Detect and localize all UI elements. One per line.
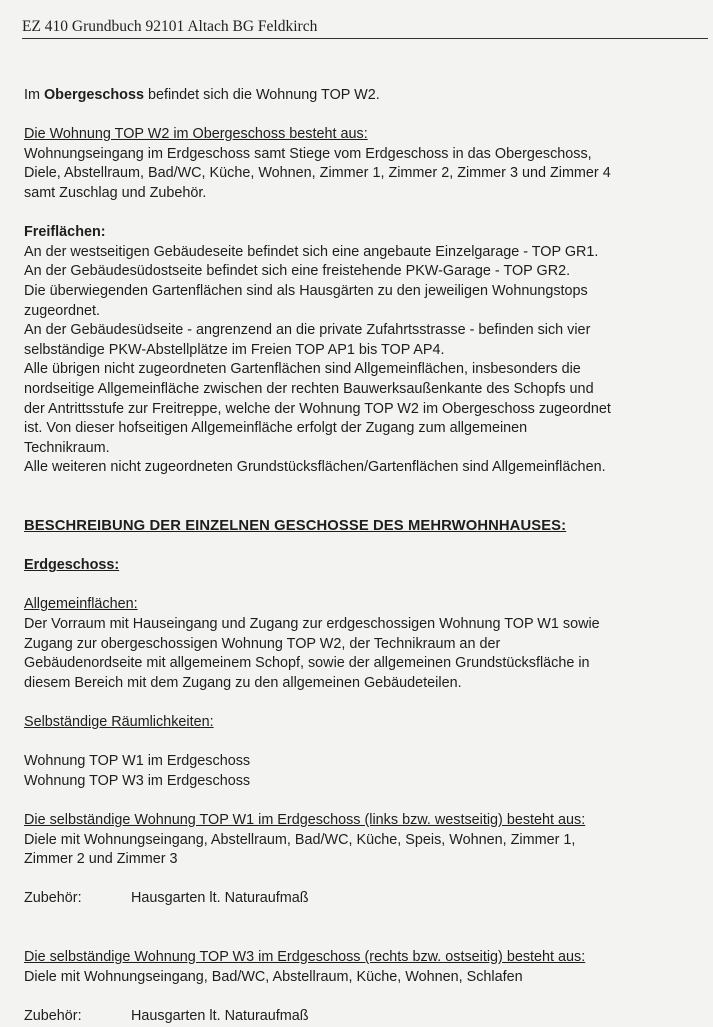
w1-accessory-label: Zubehör:: [24, 890, 82, 907]
freiflaechen-line: Alle weiteren nicht zugeordneten Grundstücksflächen/Gartenflächen sind Allgemeinflächen.: [24, 459, 606, 476]
header-title: EZ 410 Grundbuch 92101 Altach BG Feldkirch: [22, 18, 318, 35]
w3-accessory-label: Zubehör:: [24, 1007, 82, 1024]
allgemein-line: Der Vorraum mit Hauseingang und Zugang zur erdgeschossigen Wohnung TOP W1 sowie: [24, 616, 600, 633]
w3-accessory-value: Hausgarten lt. Naturaufmaß: [131, 1007, 309, 1024]
freiflaechen-line: der Antrittsstufe zur Freitreppe, welche der Wohnung TOP W2 im Obergeschoss zugeordnet: [24, 400, 611, 417]
freiflaechen-line: Alle übrigen nicht zugeordneten Gartenflächen sind Allgemeinflächen, insbesonders die: [24, 361, 581, 378]
allgemein-line: Gebäudenordseite mit allgemeinem Schopf, sowie der allgemeinen Grundstücksfläche in: [24, 655, 590, 672]
w1-accessory-row: [24, 889, 700, 909]
w3-heading: Die selbständige Wohnung TOP W3 im Erdgeschoss (rechts bzw. ostseitig) besteht aus:: [24, 949, 586, 966]
allgemein-line: Zugang zur obergeschossigen Wohnung TOP W2, der Technikraum an der: [24, 635, 501, 652]
document-body: [24, 86, 700, 1027]
freiflaechen-heading: Freiflächen:: [24, 224, 106, 241]
w2-line: Diele, Abstellraum, Bad/WC, Küche, Wohnen, Zimmer 1, Zimmer 2, Zimmer 3 und Zimmer 4: [24, 165, 611, 182]
selbst-heading: Selbständige Räumlichkeiten:: [24, 714, 214, 730]
allgemein-line: diesem Bereich mit dem Zugang zu den allgemeinen Gebäudeteilen.: [24, 674, 462, 691]
freiflaechen-line: An der westseitigen Gebäudeseite befindet sich eine angebaute Einzelgarage - TOP GR1.: [24, 243, 599, 260]
intro-paragraph: [24, 86, 700, 106]
w2-line: samt Zuschlag und Zubehör.: [24, 184, 207, 201]
freiflaechen-line: An der Gebäudesüdseite - angrenzend an die private Zufahrtsstrasse - befinden sich vier: [24, 322, 591, 339]
section-heading: BESCHREIBUNG DER EINZELNEN GESCHOSSE DES MEHRWOHNHAUSES:: [24, 518, 567, 535]
w2-heading: Die Wohnung TOP W2 im Obergeschoss besteht aus:: [24, 126, 368, 143]
freiflaechen-line: An der Gebäudesüdostseite befindet sich eine freistehende PKW-Garage - TOP GR2.: [24, 263, 571, 280]
selbst-line: Wohnung TOP W1 im Erdgeschoss: [24, 753, 251, 770]
freiflaechen-line: ist. Von dieser hofseitigen Allgemeinfläche erfolgt der Zugang zum allgemeinen: [24, 420, 528, 437]
intro-prefix: Im: [24, 87, 44, 103]
w1-line: Zimmer 2 und Zimmer 3: [24, 851, 178, 868]
w1-line: Diele mit Wohnungseingang, Abstellraum, Bad/WC, Küche, Speis, Wohnen, Zimmer 1,: [24, 831, 576, 848]
freiflaechen-line: selbständige PKW-Abstellplätze im Freien TOP AP1 bis TOP AP4.: [24, 341, 445, 358]
w3-line: Diele mit Wohnungseingang, Bad/WC, Abstellraum, Küche, Wohnen, Schlafen: [24, 968, 523, 985]
allgemein-heading: Allgemeinflächen:: [24, 596, 138, 613]
intro-rest: befindet sich die Wohnung TOP W2.: [143, 87, 380, 103]
w1-accessory-value: Hausgarten lt. Naturaufmaß: [131, 890, 309, 907]
freiflaechen-line: Technikraum.: [24, 439, 110, 456]
w2-line: Wohnungseingang im Erdgeschoss samt Stiege vom Erdgeschoss in das Obergeschoss,: [24, 145, 592, 162]
page-header: [22, 18, 708, 39]
freiflaechen-line: zugeordnet.: [24, 302, 101, 319]
intro-bold: Obergeschoss: [43, 87, 144, 103]
erdgeschoss-heading: Erdgeschoss:: [24, 557, 120, 574]
freiflaechen-line: Die überwiegenden Gartenflächen sind als Hausgärten zu den jeweiligen Wohnungstops: [24, 282, 588, 299]
selbst-line: Wohnung TOP W3 im Erdgeschoss: [24, 772, 251, 789]
freiflaechen-line: nordseitige Allgemeinfläche zwischen der rechten Bauwerksaußenkante des Schopfs und: [24, 380, 594, 397]
w1-heading: Die selbständige Wohnung TOP W1 im Erdgeschoss (links bzw. westseitig) besteht aus:: [24, 811, 586, 828]
